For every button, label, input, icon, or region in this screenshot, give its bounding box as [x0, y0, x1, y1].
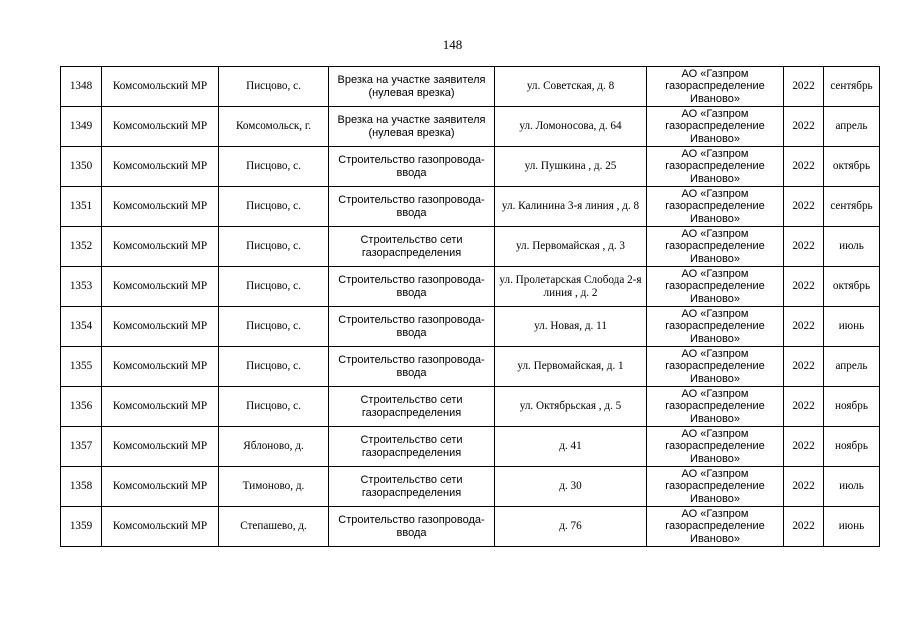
table-row	[61, 347, 880, 387]
table-row	[61, 227, 880, 267]
table-row	[61, 507, 880, 547]
row-number-cell: 1348	[61, 67, 102, 107]
row-number-cell: 1351	[61, 187, 102, 227]
table-row	[61, 387, 880, 427]
work-type-cell: Строительство газопровода-ввода	[329, 507, 495, 547]
year-cell: 2022	[784, 67, 824, 107]
year-cell: 2022	[784, 187, 824, 227]
table-row	[61, 147, 880, 187]
month-cell: июнь	[824, 307, 880, 347]
work-type-cell: Строительство газопровода-ввода	[329, 147, 495, 187]
work-type-cell: Строительство газопровода-ввода	[329, 187, 495, 227]
month-cell: сентябрь	[824, 67, 880, 107]
row-number-cell: 1359	[61, 507, 102, 547]
address-cell: ул. Первомайская, д. 1	[495, 347, 647, 387]
year-cell: 2022	[784, 107, 824, 147]
district-cell: Комсомольский МР	[102, 427, 219, 467]
organization-cell: АО «Газпром газораспределение Иваново»	[647, 507, 784, 547]
month-cell: июль	[824, 467, 880, 507]
month-cell: апрель	[824, 107, 880, 147]
table-row	[61, 307, 880, 347]
month-cell: сентябрь	[824, 187, 880, 227]
month-cell: ноябрь	[824, 387, 880, 427]
district-cell: Комсомольский МР	[102, 187, 219, 227]
month-cell: июнь	[824, 507, 880, 547]
work-type-cell: Строительство газопровода-ввода	[329, 347, 495, 387]
row-number-cell: 1350	[61, 147, 102, 187]
organization-cell: АО «Газпром газораспределение Иваново»	[647, 227, 784, 267]
address-cell: ул. Первомайская , д. 3	[495, 227, 647, 267]
year-cell: 2022	[784, 147, 824, 187]
address-cell: ул. Калинина 3-я линия , д. 8	[495, 187, 647, 227]
organization-cell: АО «Газпром газораспределение Иваново»	[647, 307, 784, 347]
row-number-cell: 1357	[61, 427, 102, 467]
table-row	[61, 67, 880, 107]
month-cell: июль	[824, 227, 880, 267]
table-row	[61, 187, 880, 227]
month-cell: апрель	[824, 347, 880, 387]
month-cell: ноябрь	[824, 427, 880, 467]
organization-cell: АО «Газпром газораспределение Иваново»	[647, 187, 784, 227]
work-type-cell: Строительство сети газораспределения	[329, 467, 495, 507]
month-cell: октябрь	[824, 267, 880, 307]
row-number-cell: 1355	[61, 347, 102, 387]
district-cell: Комсомольский МР	[102, 307, 219, 347]
work-type-cell: Врезка на участке заявителя (нулевая врезка)	[329, 67, 495, 107]
work-type-cell: Строительство сети газораспределения	[329, 387, 495, 427]
address-cell: ул. Новая, д. 11	[495, 307, 647, 347]
district-cell: Комсомольский МР	[102, 67, 219, 107]
locality-cell: Писцово, с.	[219, 267, 329, 307]
year-cell: 2022	[784, 467, 824, 507]
row-number-cell: 1354	[61, 307, 102, 347]
work-type-cell: Строительство газопровода-ввода	[329, 307, 495, 347]
locality-cell: Комсомольск, г.	[219, 107, 329, 147]
organization-cell: АО «Газпром газораспределение Иваново»	[647, 147, 784, 187]
organization-cell: АО «Газпром газораспределение Иваново»	[647, 387, 784, 427]
year-cell: 2022	[784, 267, 824, 307]
address-cell: д. 76	[495, 507, 647, 547]
locality-cell: Яблоново, д.	[219, 427, 329, 467]
row-number-cell: 1358	[61, 467, 102, 507]
row-number-cell: 1352	[61, 227, 102, 267]
locality-cell: Тимоново, д.	[219, 467, 329, 507]
year-cell: 2022	[784, 347, 824, 387]
year-cell: 2022	[784, 307, 824, 347]
district-cell: Комсомольский МР	[102, 387, 219, 427]
table-row	[61, 427, 880, 467]
work-type-cell: Строительство газопровода-ввода	[329, 267, 495, 307]
table-body	[61, 67, 880, 547]
table-row	[61, 267, 880, 307]
year-cell: 2022	[784, 427, 824, 467]
locality-cell: Писцово, с.	[219, 347, 329, 387]
address-cell: ул. Ломоносова, д. 64	[495, 107, 647, 147]
address-cell: ул. Октябрьская , д. 5	[495, 387, 647, 427]
district-cell: Комсомольский МР	[102, 267, 219, 307]
district-cell: Комсомольский МР	[102, 107, 219, 147]
address-cell: ул. Советская, д. 8	[495, 67, 647, 107]
row-number-cell: 1349	[61, 107, 102, 147]
year-cell: 2022	[784, 227, 824, 267]
locality-cell: Писцово, с.	[219, 227, 329, 267]
address-cell: ул. Пролетарская Слобода 2-я линия , д. 2	[495, 267, 647, 307]
district-cell: Комсомольский МР	[102, 147, 219, 187]
page-number: 148	[442, 37, 463, 52]
year-cell: 2022	[784, 507, 824, 547]
address-cell: д. 41	[495, 427, 647, 467]
locality-cell: Писцово, с.	[219, 187, 329, 227]
organization-cell: АО «Газпром газораспределение Иваново»	[647, 67, 784, 107]
locality-cell: Степашево, д.	[219, 507, 329, 547]
organization-cell: АО «Газпром газораспределение Иваново»	[647, 267, 784, 307]
work-type-cell: Строительство сети газораспределения	[329, 227, 495, 267]
organization-cell: АО «Газпром газораспределение Иваново»	[647, 427, 784, 467]
address-cell: д. 30	[495, 467, 647, 507]
work-type-cell: Врезка на участке заявителя (нулевая врезка)	[329, 107, 495, 147]
row-number-cell: 1356	[61, 387, 102, 427]
month-cell: октябрь	[824, 147, 880, 187]
address-cell: ул. Пушкина , д. 25	[495, 147, 647, 187]
gasification-table	[60, 66, 880, 547]
organization-cell: АО «Газпром газораспределение Иваново»	[647, 467, 784, 507]
work-type-cell: Строительство сети газораспределения	[329, 427, 495, 467]
locality-cell: Писцово, с.	[219, 147, 329, 187]
district-cell: Комсомольский МР	[102, 507, 219, 547]
district-cell: Комсомольский МР	[102, 227, 219, 267]
district-cell: Комсомольский МР	[102, 347, 219, 387]
table-row	[61, 467, 880, 507]
organization-cell: АО «Газпром газораспределение Иваново»	[647, 107, 784, 147]
year-cell: 2022	[784, 387, 824, 427]
district-cell: Комсомольский МР	[102, 467, 219, 507]
row-number-cell: 1353	[61, 267, 102, 307]
table-row	[61, 107, 880, 147]
organization-cell: АО «Газпром газораспределение Иваново»	[647, 347, 784, 387]
locality-cell: Писцово, с.	[219, 307, 329, 347]
locality-cell: Писцово, с.	[219, 387, 329, 427]
locality-cell: Писцово, с.	[219, 67, 329, 107]
